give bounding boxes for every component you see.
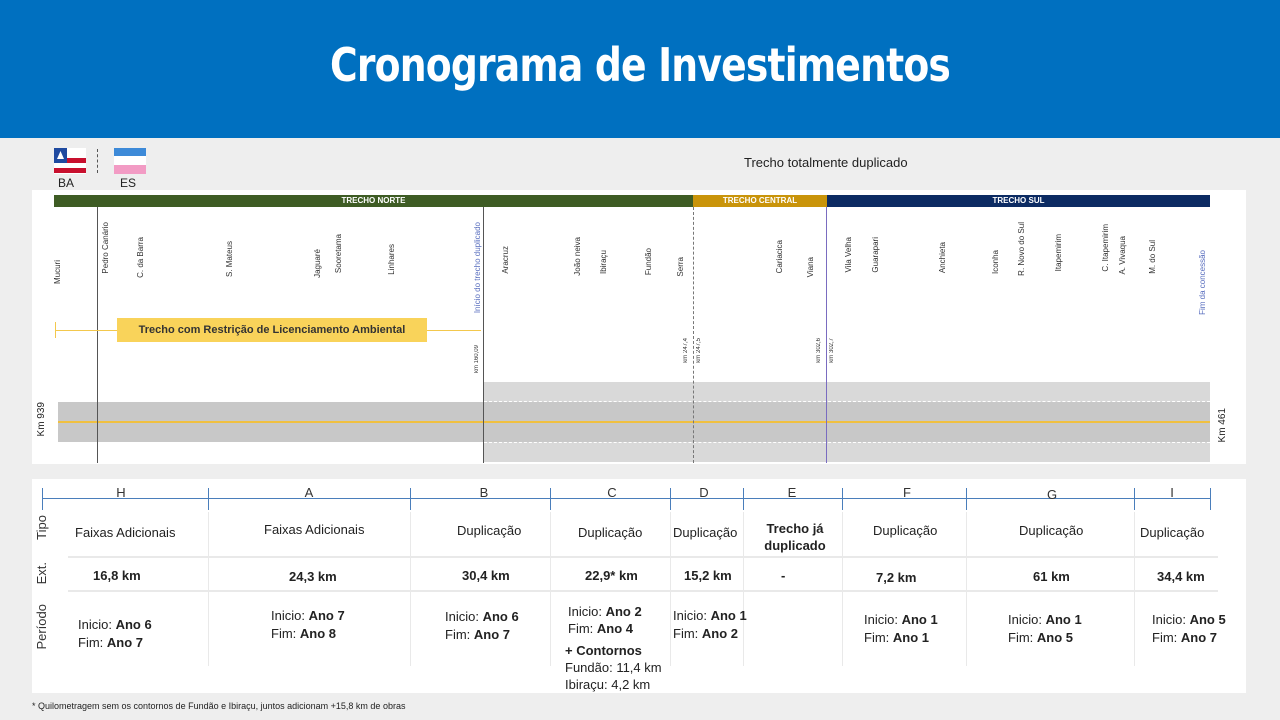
fim-value: Ano 7	[106, 635, 144, 650]
inicio-value: Ano 1	[1045, 612, 1082, 627]
inicio-label: Inicio:	[568, 604, 602, 619]
ext-g: 61 km	[1033, 569, 1070, 584]
tipo-c: Duplicação	[578, 525, 643, 540]
column-tick	[842, 488, 843, 510]
periodo-a	[271, 607, 345, 643]
city-ibiracu: Ibiraçu	[599, 250, 608, 275]
tipo-e: Trecho já duplicado	[764, 521, 826, 553]
tipo-g: Duplicação	[1019, 523, 1084, 538]
periodo-f	[864, 611, 938, 647]
tipo-d: Duplicação	[673, 525, 738, 540]
inicio-value: Ano 2	[605, 604, 642, 619]
state-label-es: ES	[120, 176, 137, 190]
band-trecho-central: TRECHO CENTRAL	[693, 195, 827, 207]
ext-h: 16,8 km	[93, 568, 141, 583]
column-tick	[208, 488, 209, 510]
city-sao-mateus: S. Mateus	[225, 241, 234, 278]
ext-d: 15,2 km	[684, 568, 732, 583]
city-fundao: Fundão	[644, 248, 653, 276]
flag-divider	[97, 149, 99, 173]
fim-label: Fim:	[445, 627, 471, 642]
city-muniz-freire-do-sul: M. do Sul	[1148, 240, 1157, 274]
column-letter-h: H	[116, 485, 126, 500]
periodo-b	[445, 608, 519, 644]
fim-value: Ano 1	[892, 630, 930, 645]
contornos-note	[565, 642, 662, 693]
road-center-line	[58, 421, 1210, 423]
band-trecho-sul: TRECHO SUL	[827, 195, 1210, 207]
row-label-ext: Ext.	[34, 562, 49, 585]
restriction-start-cap	[55, 322, 56, 338]
tipo-f: Duplicação	[873, 523, 938, 538]
contorno-fundao: Fundão: 11,4 km	[565, 660, 662, 675]
column-separator	[550, 512, 551, 666]
tipo-h: Faixas Adicionais	[75, 525, 176, 540]
city-aracruz: Aracruz	[501, 246, 510, 274]
inicio-label: Inicio:	[1008, 612, 1042, 627]
fim-value: Ano 7	[473, 627, 511, 642]
column-letter-f: F	[903, 485, 911, 500]
periodo-h	[78, 616, 152, 652]
fim-value: Ano 8	[299, 626, 337, 641]
title-banner	[0, 0, 1280, 138]
row-separator	[68, 590, 1218, 592]
city-joao-neiva: João neiva	[573, 237, 582, 276]
column-separator	[410, 512, 411, 666]
tipo-i: Duplicação	[1140, 525, 1205, 540]
inicio-value: Ano 1	[901, 612, 938, 627]
fim-label: Fim:	[1152, 630, 1178, 645]
column-letter-d: D	[699, 485, 709, 500]
lane-divider	[484, 442, 1210, 443]
bahia-flag-icon	[54, 148, 86, 174]
inicio-value: Ano 1	[710, 608, 747, 623]
column-letter-e: E	[787, 485, 797, 500]
section-line-h	[97, 207, 98, 463]
km-marker: km 160,09	[474, 345, 480, 374]
km-marker: km 302,6	[816, 338, 822, 363]
footnote: * Quilometragem sem os contornos de Fundão e Ibiraçu, juntos adicionam +15,8 km de obras	[32, 701, 406, 711]
city-sooretama: Sooretama	[334, 234, 343, 274]
city-mucuri: Mucuri	[53, 260, 62, 285]
city-jaguare: Jaguaré	[313, 249, 322, 278]
fim-value: Ano 7	[1180, 630, 1218, 645]
city-conceicao-da-barra: C. da Barra	[136, 237, 145, 278]
column-tick	[550, 488, 551, 510]
section-line-sul-start	[826, 207, 827, 463]
column-tick	[966, 488, 967, 510]
inicio-value: Ano 6	[482, 609, 519, 624]
band-trecho-norte: TRECHO NORTE	[54, 195, 693, 207]
tipo-a: Faixas Adicionais	[264, 522, 365, 537]
column-tick	[410, 488, 411, 510]
fim-label: Fim:	[673, 626, 699, 641]
city-atilio-vivacqua: A. Vivaqua	[1118, 236, 1127, 275]
fim-label: Fim:	[864, 630, 890, 645]
row-label-periodo: Período	[34, 604, 49, 650]
column-separator	[966, 512, 967, 666]
city-viana: Viana	[806, 257, 815, 278]
column-tick	[1134, 488, 1135, 510]
city-cachoeiro-itapemirim: C. Itapemirim	[1101, 224, 1110, 272]
inicio-label: Inicio:	[673, 608, 707, 623]
ext-f: 7,2 km	[876, 570, 917, 585]
city-anchieta: Anchieta	[938, 242, 947, 274]
inicio-label: Inicio:	[1152, 612, 1186, 627]
column-separator	[1134, 512, 1135, 666]
city-inicio-trecho-duplicado: Início do trecho duplicado	[473, 222, 482, 314]
city-vila-velha: Vila Velha	[844, 237, 853, 273]
ext-i: 34,4 km	[1157, 569, 1205, 584]
periodo-i	[1152, 611, 1226, 647]
column-letter-a: A	[304, 485, 314, 500]
inicio-value: Ano 5	[1189, 612, 1226, 627]
km-start-label: Km 939	[36, 402, 47, 437]
city-pedro-canario: Pedro Canário	[101, 222, 110, 274]
ext-b: 30,4 km	[462, 568, 510, 583]
km-end-label: Km 461	[1217, 408, 1228, 443]
ext-a: 24,3 km	[289, 569, 337, 584]
city-linhares: Linhares	[387, 244, 396, 275]
column-letter-b: B	[479, 485, 489, 500]
km-marker: km 302,7	[829, 338, 835, 363]
contorno-ibiracu: Ibiraçu: 4,2 km	[565, 677, 651, 692]
inicio-label: Inicio:	[445, 609, 479, 624]
city-fim-da-concessao: Fim da concessão	[1198, 250, 1207, 315]
fim-value: Ano 4	[596, 621, 634, 636]
periodo-c	[568, 603, 642, 637]
inicio-value: Ano 6	[115, 617, 152, 632]
column-letter-i: I	[1170, 485, 1174, 500]
column-separator	[208, 512, 209, 666]
fim-label: Fim:	[568, 621, 594, 636]
row-label-tipo: Tipo	[34, 515, 49, 540]
city-cariacica: Cariacica	[775, 240, 784, 274]
section-line-central-start	[693, 207, 695, 463]
km-marker: km 247,5	[696, 338, 702, 363]
state-label-ba: BA	[58, 176, 75, 190]
tipo-b: Duplicação	[457, 523, 522, 538]
km-marker: km 247,4	[683, 338, 689, 363]
fim-label: Fim:	[271, 626, 297, 641]
fim-label: Fim:	[78, 635, 104, 650]
fim-value: Ano 5	[1036, 630, 1074, 645]
column-separator	[842, 512, 843, 666]
inicio-label: Inicio:	[864, 612, 898, 627]
page-title: Cronograma de Investimentos	[329, 38, 951, 92]
periodo-g	[1008, 611, 1082, 647]
fim-label: Fim:	[1008, 630, 1034, 645]
inicio-label: Inicio:	[78, 617, 112, 632]
row-separator	[68, 556, 1218, 558]
column-tick	[1210, 488, 1211, 510]
column-separator	[670, 512, 671, 666]
column-tick	[42, 488, 43, 510]
legend-fully-duplicated: Trecho totalmente duplicado	[744, 155, 908, 170]
column-tick	[743, 488, 744, 510]
ext-c: 22,9* km	[585, 568, 638, 583]
espirito-santo-flag-icon	[114, 148, 146, 174]
city-itapemirim: Itapemirim	[1054, 234, 1063, 272]
fim-value: Ano 2	[701, 626, 739, 641]
lane-divider	[484, 401, 1210, 402]
ext-e: -	[781, 568, 786, 583]
column-letter-c: C	[607, 485, 617, 500]
contornos-title: + Contornos	[565, 643, 642, 658]
city-serra: Serra	[676, 257, 685, 277]
inicio-value: Ano 7	[308, 608, 345, 623]
city-iconha: Iconha	[991, 250, 1000, 275]
periodo-d	[673, 607, 747, 643]
column-tick	[670, 488, 671, 510]
section-line-duplicated-start	[483, 207, 484, 463]
city-rio-novo-do-sul: R. Novo do Sul	[1017, 222, 1026, 276]
restriction-label: Trecho com Restrição de Licenciamento Ambiental	[117, 318, 427, 342]
column-letter-g: G	[1046, 487, 1058, 502]
inicio-label: Inicio:	[271, 608, 305, 623]
city-guarapari: Guarapari	[871, 237, 880, 273]
